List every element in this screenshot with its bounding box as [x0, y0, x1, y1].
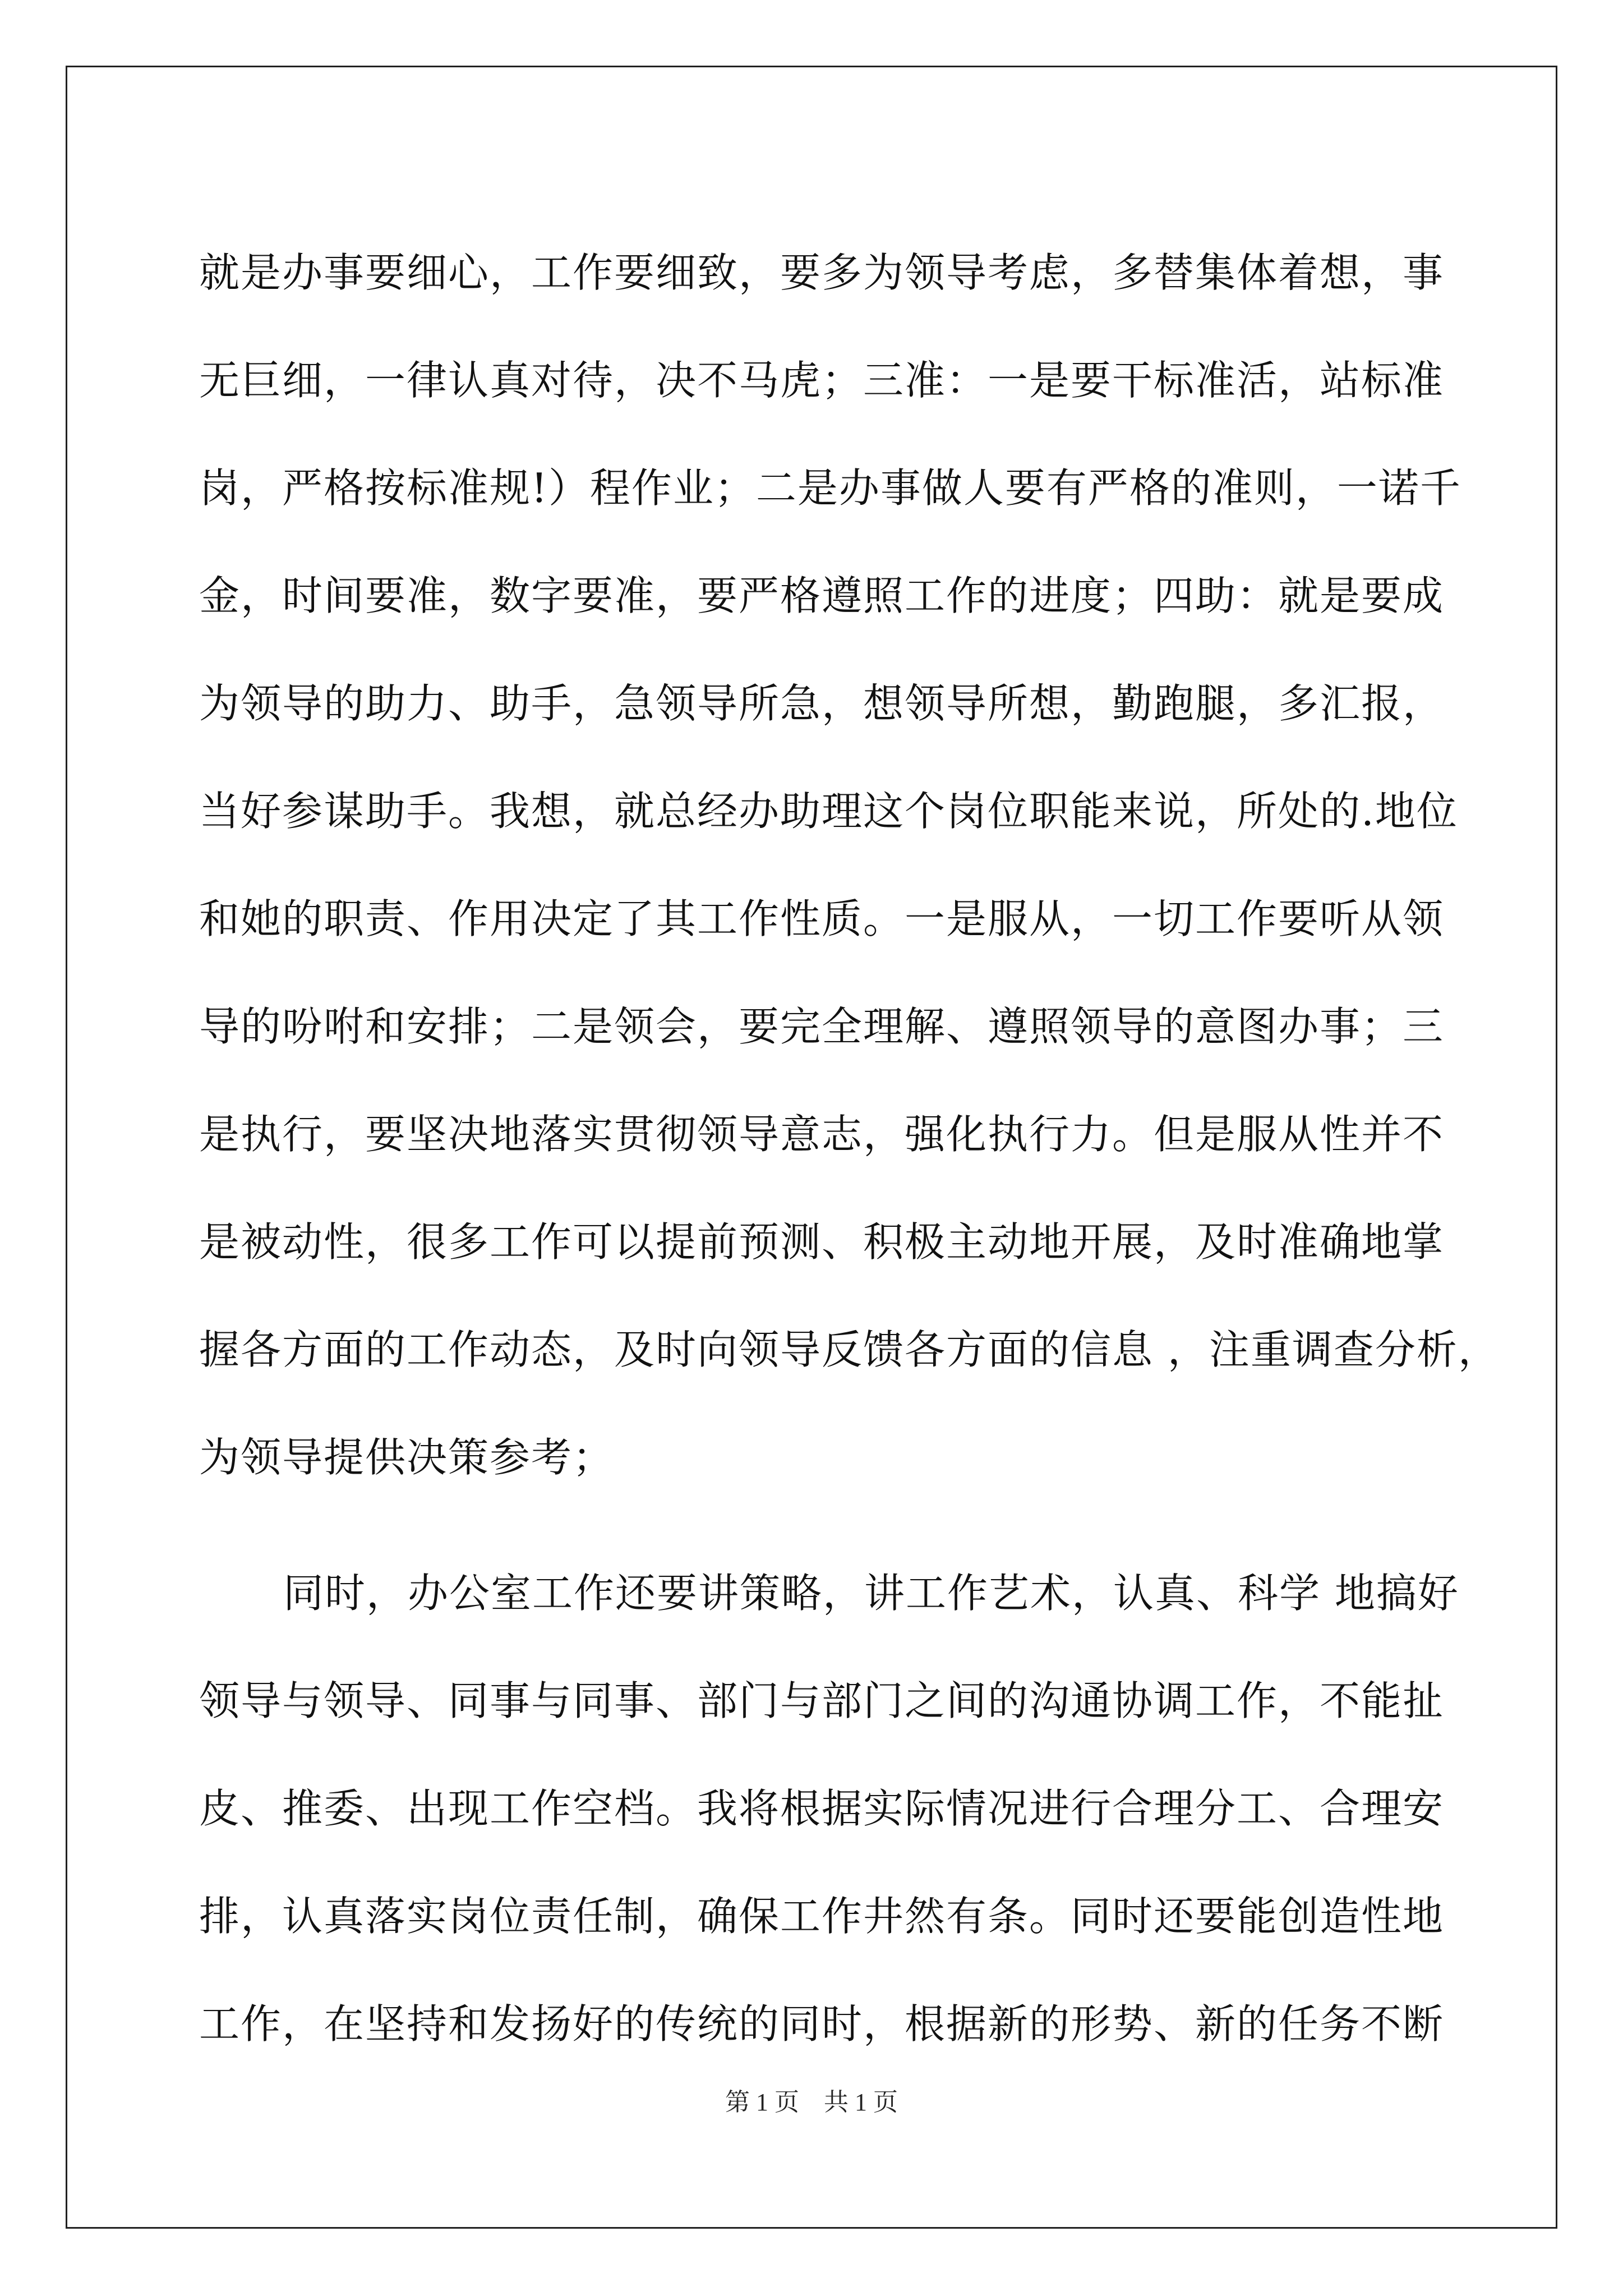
text-line: 岗，严格按标准规!）程作业；二是办事做人要有严格的准则，一诺千 [199, 464, 1461, 512]
text-line: 握各方面的工作动态，及时向领导反馈各方面的信息 ，注重调查分析， [199, 1326, 1500, 1373]
text-line: 领导与领导、同事与同事、部门与部门之间的沟通协调工作，不能扯 [199, 1677, 1445, 1724]
text-line: 导的吩咐和安排；二是领会，要完全理解、遵照领导的意图办事；三 [199, 1003, 1445, 1050]
text-line: 当好参谋助手。我想，就总经办助理这个岗位职能来说，所处的.地位 [199, 788, 1458, 835]
text-line: 无巨细，一律认真对待，决不马虎；三准：一是要干标准活，站标准 [199, 357, 1445, 404]
text-line: 就是办事要细心，工作要细致，要多为领导考虑，多替集体着想，事 [199, 249, 1445, 296]
text-line: 皮、推委、出现工作空档。我将根据实际情况进行合理分工、合理安 [199, 1785, 1445, 1832]
text-line: 为领导的助力、助手，急领导所急，想领导所想，勤跑腿，多汇报， [199, 680, 1445, 727]
text-line: 排，认真落实岗位责任制，确保工作井然有条。同时还要能创造性地 [199, 1893, 1445, 1940]
text-line: 是被动性，很多工作可以提前预测、积极主动地开展，及时准确地掌 [199, 1218, 1445, 1266]
text-line: 是执行，要坚决地落实贯彻领导意志，强化执行力。但是服从性并不 [199, 1111, 1445, 1158]
text-line: 金，时间要准，数字要准，要严格遵照工作的进度；四助：就是要成 [199, 572, 1445, 619]
text-line: 同时，办公室工作还要讲策略，讲工作艺术，认真、科学 地搞好 [283, 1570, 1459, 1617]
text-line: 工作，在坚持和发扬好的传统的同时，根据新的形势、新的任务不断 [199, 2000, 1445, 2047]
document-body [199, 219, 1500, 2078]
page-number-footer: 第 1 页 共 1 页 [725, 2088, 898, 2116]
text-line: 为领导提供决策参考； [199, 1434, 615, 1481]
text-line: 和她的职责、作用决定了其工作性质。一是服从，一切工作要听从领 [199, 895, 1445, 942]
